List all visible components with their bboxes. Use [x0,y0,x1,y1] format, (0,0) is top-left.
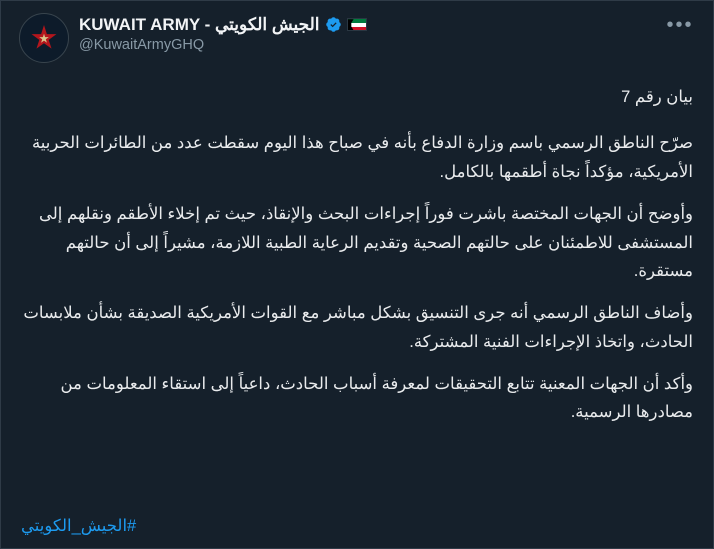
post-paragraph: وأضاف الناطق الرسمي أنه جرى التنسيق بشكل مباشر مع القوات الأمريكية الصديقة بشأن ملابسات الحادث، واتخاذ الإجراءات الفنية المشتركة. [23,304,693,351]
post-header [19,13,695,69]
display-name[interactable]: KUWAIT ARMY - الجيش الكويتي [79,15,320,34]
more-options-icon[interactable]: ••• [666,14,694,36]
author-handle[interactable]: @KuwaitArmyGHQ [79,36,205,53]
author-name-line [79,15,655,35]
post-paragraph: وأوضح أن الجهات المختصة باشرت فوراً إجراءات البحث والإنقاذ، حيث تم إخلاء الأطقم ونقلهم إلى المستشفى للاطمئنان على حالتهم الصحية وتقديم الرعاية الطبية اللازمة، مشيراً إلى أن حالتهم مستقرة. [39,205,693,280]
post-paragraph: صرّح الناطق الرسمي باسم وزارة الدفاع بأنه في صباح هذا اليوم سقطت عدد من الطائرات الحربية الأمريكية، مؤكداً نجاة أطقمها بالكامل. [31,134,693,181]
avatar[interactable] [19,13,69,63]
kuwait-flag-icon [347,18,367,31]
post-paragraph: وأكد أن الجهات المعنية تتابع التحقيقات لمعرفة أسباب الحادث، داعياً إلى استقاء المعلومات من مصادرها الرسمية. [60,375,693,422]
post-paragraph: بيان رقم 7 [621,88,693,106]
verified-badge-icon [325,16,342,33]
post-body [19,69,695,516]
army-emblem-icon [29,23,59,53]
hashtag-link[interactable]: #الجيش_الكويتي [21,517,137,535]
author-block [79,13,655,53]
